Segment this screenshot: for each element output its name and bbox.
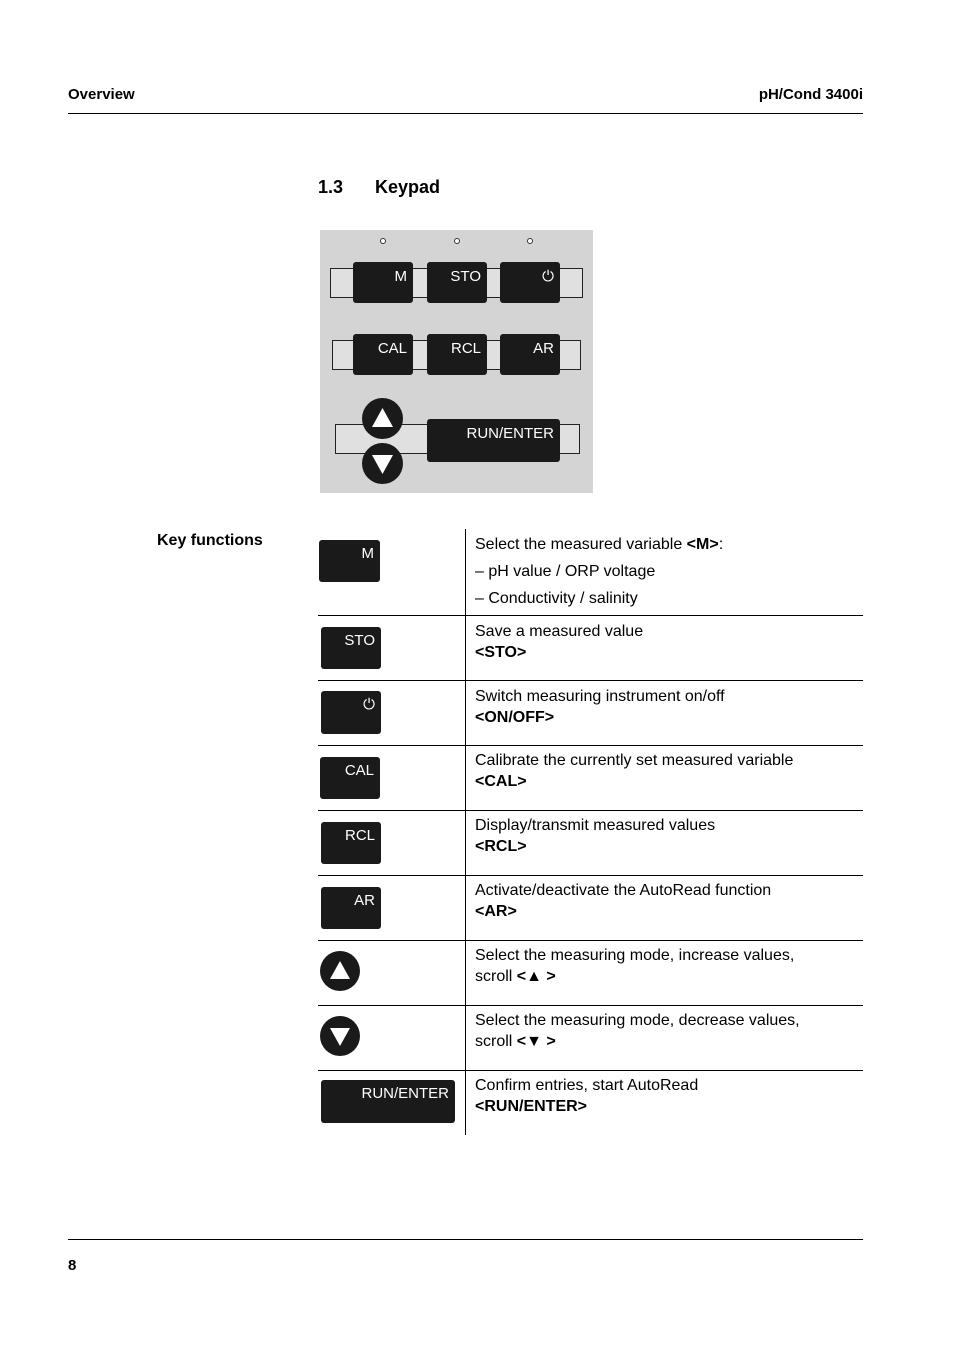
description-text: Activate/deactivate the AutoRead function (475, 882, 772, 899)
table-key-rcl: RCL (321, 822, 381, 864)
table-row-description (475, 1075, 698, 1117)
section-number: 1.3 (318, 177, 344, 197)
key-code: <▲ > (516, 968, 556, 985)
table-row-description (475, 1010, 800, 1052)
triangle-down-icon (362, 443, 403, 484)
table-row-divider (318, 680, 863, 681)
key-code: <RCL> (475, 838, 527, 855)
description-text: scroll (475, 968, 517, 985)
key-code: <ON/OFF> (475, 709, 555, 726)
keypad-key-sto[interactable]: STO (427, 262, 487, 303)
table-key-sto: STO (321, 627, 381, 669)
power-icon: ⏻ (363, 696, 375, 713)
key-functions-label: Key functions (157, 532, 263, 549)
keypad-key-rcl[interactable]: RCL (427, 334, 487, 375)
running-header-left: Overview (68, 86, 135, 103)
key-code: <AR> (475, 903, 517, 920)
table-row-description (475, 686, 725, 728)
table-column-divider (465, 529, 466, 1135)
key-code: <CAL> (475, 773, 527, 790)
description-suffix: : (718, 536, 724, 553)
indicator-led (380, 238, 386, 244)
description-text: Calibrate the currently set measured variable (475, 752, 794, 769)
keypad-key-up[interactable] (362, 398, 403, 439)
table-key-ar: AR (321, 887, 381, 929)
description-text: Select the measured variable (475, 536, 687, 553)
table-row-divider (318, 1005, 863, 1006)
triangle-up-icon (320, 951, 360, 991)
table-key-m: M (319, 540, 380, 582)
page-number: 8 (68, 1257, 77, 1274)
keypad-illustration (320, 230, 593, 493)
keypad-key-cal[interactable]: CAL (353, 334, 413, 375)
key-code: <RUN/ENTER> (475, 1098, 588, 1115)
table-row-description (475, 815, 715, 857)
power-icon: ⏻ (542, 268, 554, 285)
list-item: – Conductivity / salinity (475, 590, 638, 607)
description-text: Select the measuring mode, decrease values, (475, 1012, 800, 1029)
keypad-key-m[interactable]: M (353, 262, 413, 303)
table-key-run-enter: RUN/ENTER (321, 1080, 455, 1123)
footer-rule (68, 1239, 863, 1240)
keypad-key-ar[interactable]: AR (500, 334, 560, 375)
table-row-divider (318, 1070, 863, 1071)
triangle-up-icon (362, 398, 403, 439)
triangle-down-icon (320, 1016, 360, 1056)
key-code: <M> (686, 536, 719, 553)
table-row-description (475, 621, 643, 663)
running-header-right: pH/Cond 3400i (758, 86, 863, 103)
table-row-divider (318, 875, 863, 876)
table-row-divider (318, 810, 863, 811)
indicator-led (527, 238, 533, 244)
indicator-led (454, 238, 460, 244)
table-key-down (320, 1016, 360, 1056)
keypad-key-down[interactable] (362, 443, 403, 484)
table-key-up (320, 951, 360, 991)
header-rule (68, 113, 863, 114)
description-text: Confirm entries, start AutoRead (475, 1077, 699, 1094)
description-text: Save a measured value (475, 623, 644, 640)
description-text: Select the measuring mode, increase values, (475, 947, 795, 964)
section-title: Keypad (375, 177, 441, 197)
table-row-description (475, 945, 794, 987)
table-row-description (475, 534, 723, 609)
table-row-description (475, 750, 793, 792)
key-code: <STO> (475, 644, 527, 661)
table-row-divider (318, 940, 863, 941)
description-text: scroll (475, 1033, 517, 1050)
table-key-cal: CAL (320, 757, 380, 799)
key-code: <▼ > (516, 1033, 556, 1050)
table-row-description (475, 880, 771, 922)
description-text: Display/transmit measured values (475, 817, 716, 834)
table-row-divider (318, 615, 863, 616)
table-row-divider (318, 745, 863, 746)
keypad-key-run-enter[interactable]: RUN/ENTER (427, 419, 560, 462)
keypad-key-power[interactable] (500, 262, 560, 303)
table-key-power (321, 691, 381, 734)
list-item: – pH value / ORP voltage (475, 563, 656, 580)
description-text: Switch measuring instrument on/off (475, 688, 725, 705)
